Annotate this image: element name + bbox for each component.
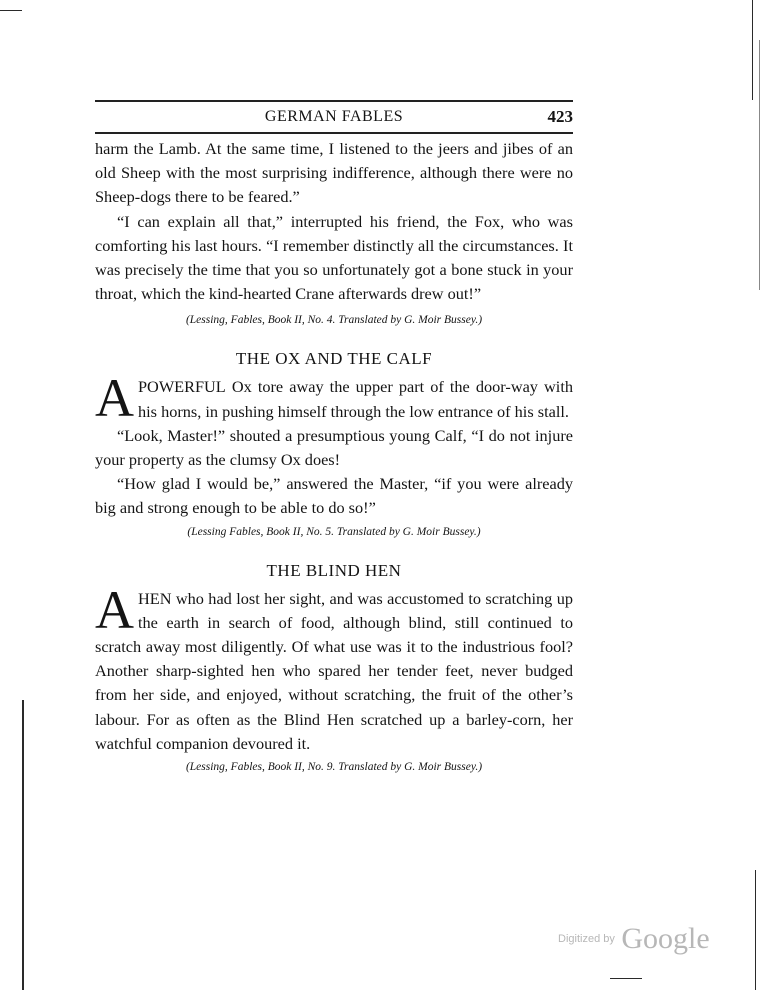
watermark-prefix: Digitized by: [558, 933, 615, 945]
scan-edge-mark: [755, 870, 756, 990]
lead-word: HEN: [138, 588, 172, 608]
drop-cap: A: [95, 579, 134, 640]
paragraph-text: Ox tore away the upper part of the door-way with his horns, in pushing himself through the low entrance of his stall.: [138, 377, 573, 421]
page-header: [95, 100, 573, 134]
page-body: [95, 137, 573, 776]
paragraph: [95, 368, 573, 429]
scan-edge-mark: [0, 10, 22, 11]
paragraph: [95, 579, 573, 756]
paragraph: harm the Lamb. At the same time, I listened to the jeers and jibes of an old Sheep with the most surprising indifference, although there were no Sheep-dogs there to be feared.”: [95, 139, 573, 207]
lead-word: POWERFUL: [138, 377, 226, 397]
paragraph: “I can explain all that,” interrupted his friend, the Fox, who was comforting his last hours. “I remember distinctly all the circumstances. It was precisely the time that you so unfortunately got a bone stuck in your throat, which the kind-hearted Crane afterwards drew out!”: [95, 211, 573, 304]
drop-cap: A: [95, 368, 134, 429]
scan-edge-mark: [22, 700, 24, 990]
source-citation: (Lessing, Fables, Book II, No. 9. Translated by G. Moir Bussey.): [185, 761, 483, 774]
scan-edge-mark: [610, 978, 642, 979]
google-logo: Google: [621, 922, 710, 955]
paragraph-text: who had lost her sight, and was accustomed to scratching up the earth in search of food, although blind, still continued to scratch away most diligently. Of what use was it to the industrious fool? Another sharp-sighted hen who spared her tender feet, never budged from her side, and enjoyed, without scratching, the fruit of the other’s labour. For as often as the Blind Hen scratched up a barley-corn, her watchful companion devoured it.: [95, 588, 573, 753]
google-watermark: [558, 922, 710, 956]
page-number: 423: [547, 107, 573, 126]
paragraph: “How glad I would be,” answered the Master, “if you were already big and strong enough to be able to do so!”: [95, 474, 573, 518]
source-citation: (Lessing Fables, Book II, No. 5. Translated by G. Moir Bussey.): [187, 525, 481, 538]
paragraph: “Look, Master!” shouted a presumptious young Calf, “I do not injure your property as the clumsy Ox does!: [95, 425, 573, 470]
source-citation: (Lessing, Fables, Book II, No. 4. Translated by G. Moir Bussey.): [185, 314, 483, 327]
scan-edge-mark: [759, 40, 760, 290]
fable-title: THE BLIND HEN: [266, 560, 402, 580]
scan-edge-mark: [752, 0, 753, 100]
fable-title: THE OX AND THE CALF: [235, 349, 433, 369]
running-head: GERMAN FABLES: [264, 108, 404, 125]
